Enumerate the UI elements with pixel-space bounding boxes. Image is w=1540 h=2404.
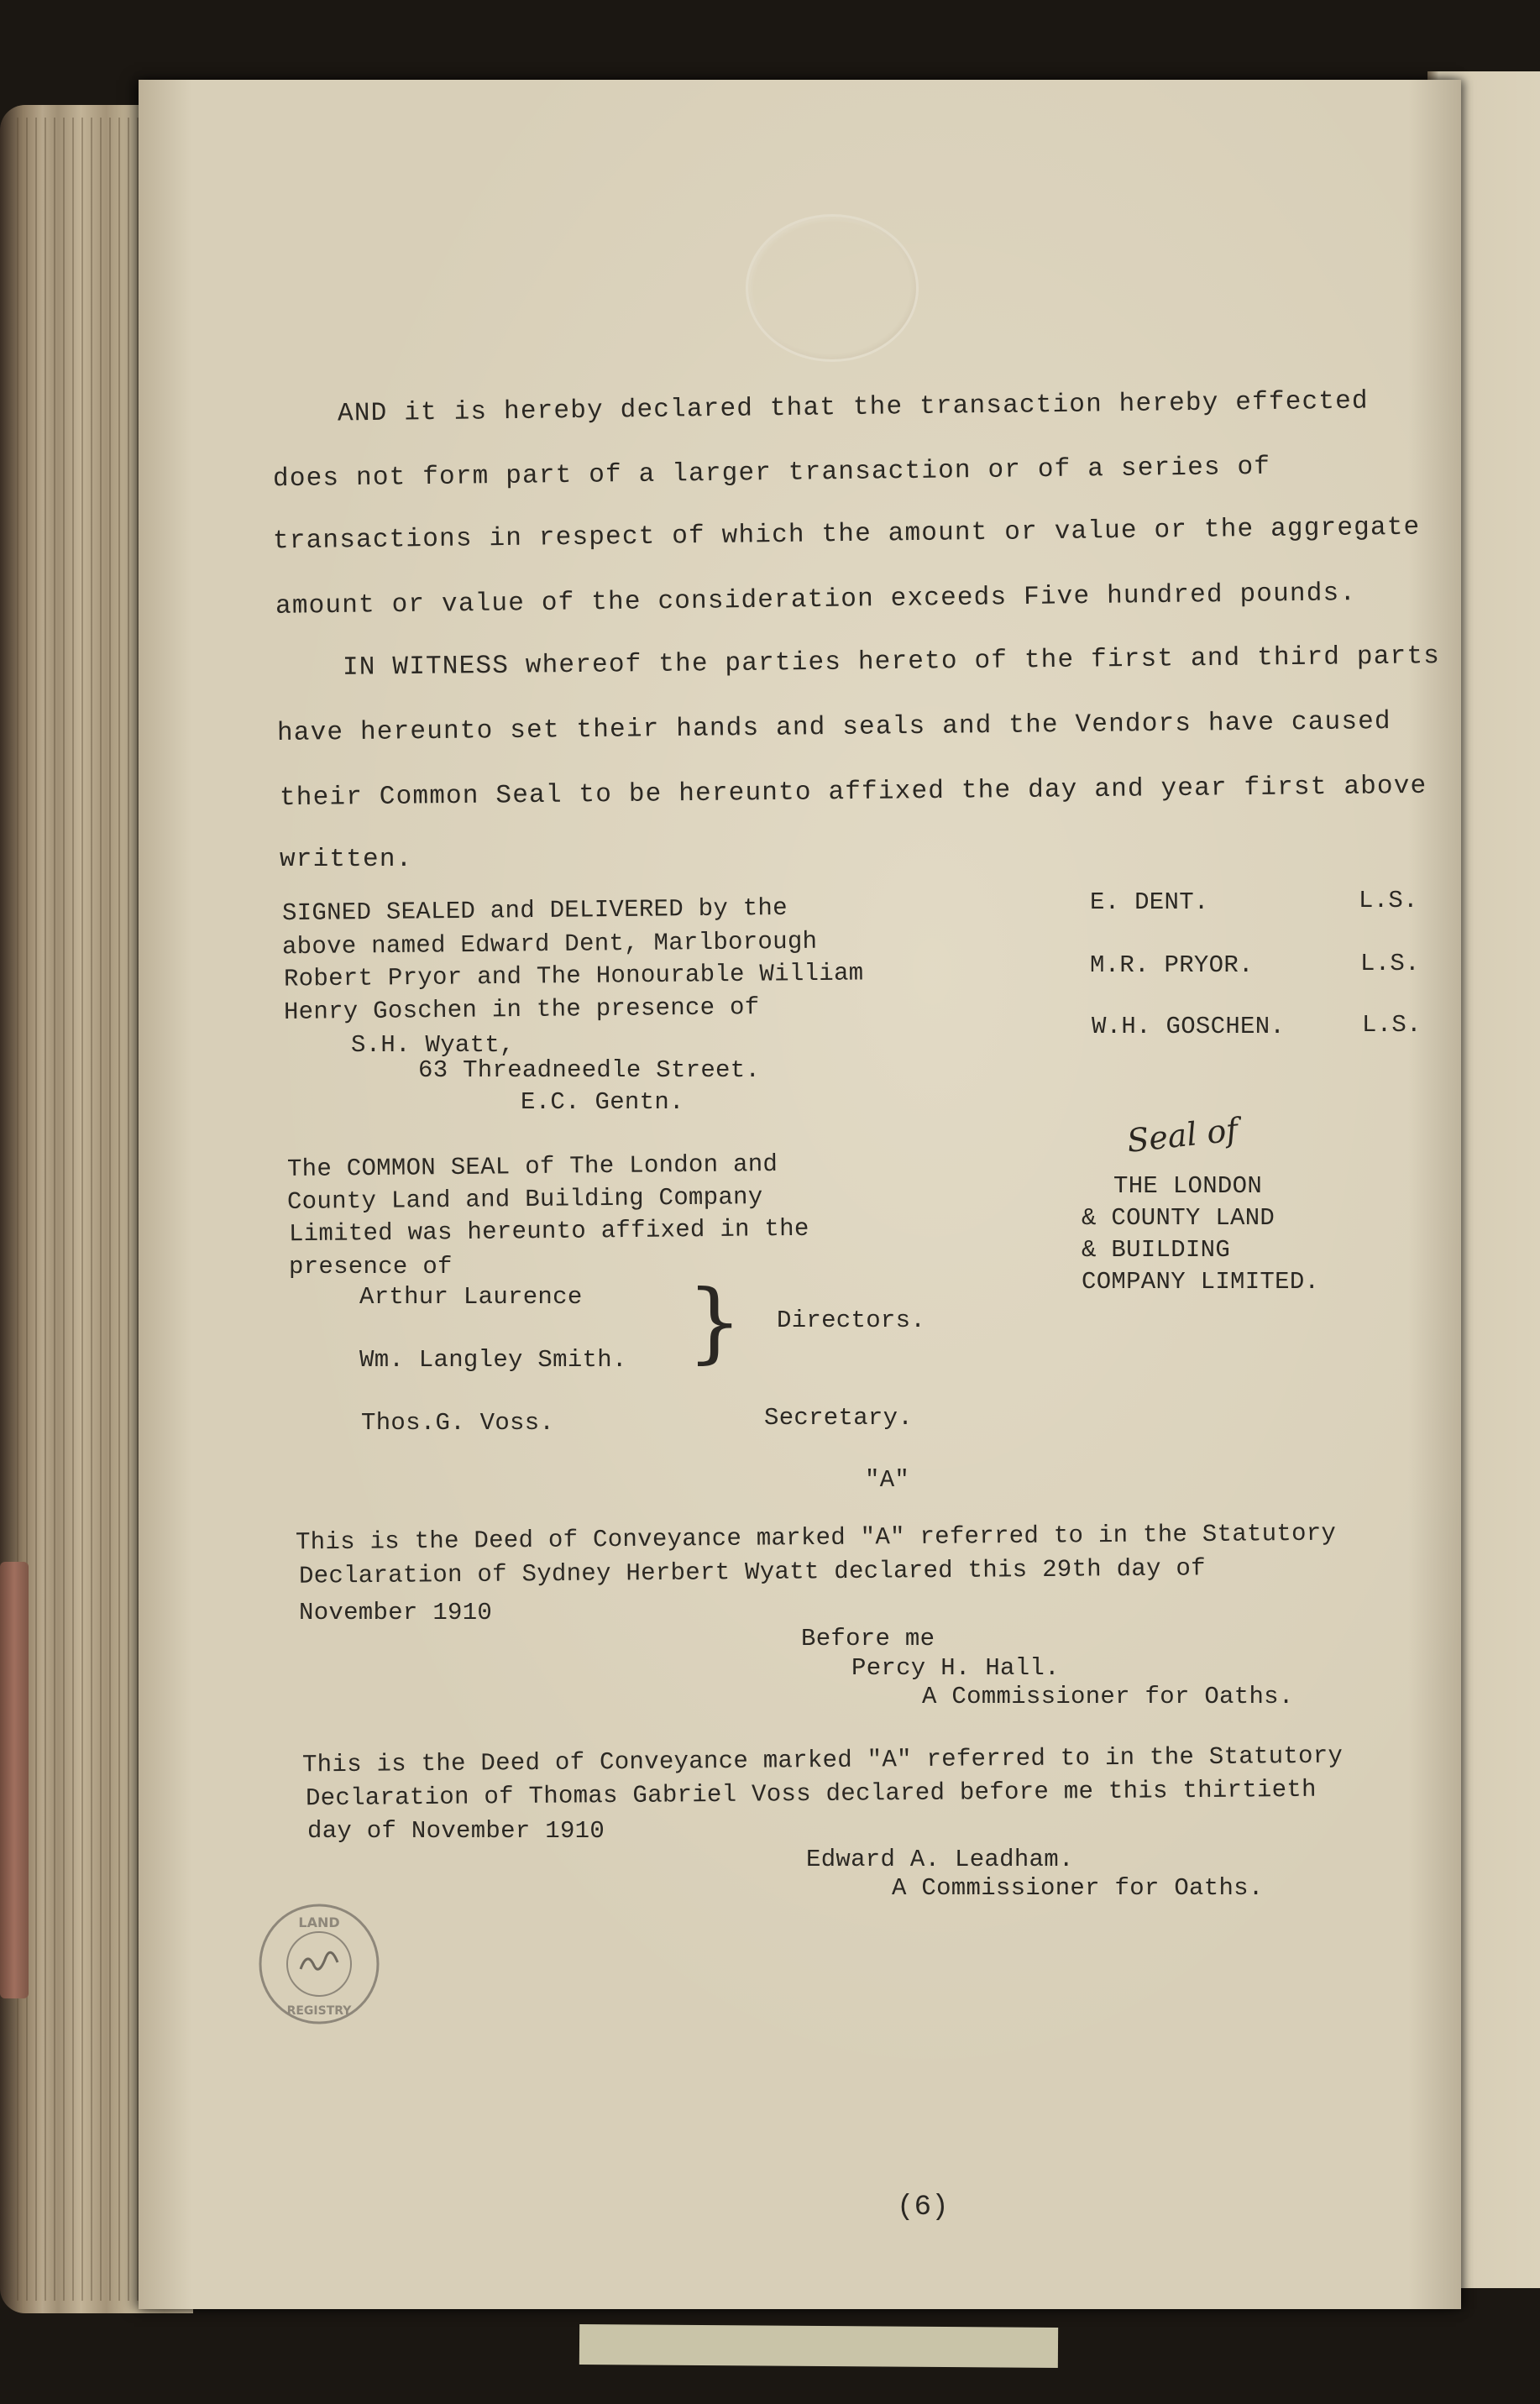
paragraph-line: IN WITNESS whereof the parties hereto of the first and third parts bbox=[342, 642, 1441, 683]
paragraph-line: have hereunto set their hands and seals and the Vendors have caused bbox=[276, 707, 1391, 748]
declaration-line: This is the Deed of Conveyance marked "A" referred to in the Statutory bbox=[301, 1741, 1344, 1779]
common-seal-line: Limited was hereunto affixed in the bbox=[288, 1214, 809, 1249]
paragraph-line: amount or value of the consideration exceeds Five hundred pounds. bbox=[275, 579, 1357, 621]
attestation-line: Robert Pryor and The Honourable William bbox=[283, 959, 864, 993]
handwritten-seal-of: Seal of bbox=[1125, 1111, 1240, 1160]
witness-line: 63 Threadneedle Street. bbox=[418, 1056, 761, 1084]
directors-label: Directors. bbox=[777, 1307, 926, 1334]
stamp-text-bottom: REGISTRY bbox=[286, 2004, 352, 2018]
secretary-label: Secretary. bbox=[764, 1404, 914, 1432]
land-registry-stamp-icon bbox=[257, 1902, 381, 2026]
director-name: Wm. Langley Smith. bbox=[359, 1346, 627, 1374]
attestation-line: SIGNED SEALED and DELIVERED by the bbox=[281, 893, 788, 928]
declaration-line: day of November 1910 bbox=[307, 1817, 605, 1845]
paragraph-line: transactions in respect of which the amount or value or the aggregate bbox=[272, 512, 1421, 557]
commissioner-title: A Commissioner for Oaths. bbox=[922, 1683, 1294, 1710]
before-me: Before me bbox=[801, 1625, 935, 1652]
common-seal-line: The COMMON SEAL of The London and bbox=[286, 1150, 778, 1184]
paragraph-line: AND it is hereby declared that the transaction hereby effected bbox=[337, 386, 1369, 429]
attestation-line: above named Edward Dent, Marlborough bbox=[281, 927, 818, 961]
signature-ls: L.S. bbox=[1360, 950, 1420, 977]
paragraph-line: does not form part of a larger transaction or of a series of bbox=[272, 452, 1271, 495]
declaration-line: Declaration of Sydney Herbert Wyatt declared this 29th day of bbox=[298, 1554, 1206, 1590]
signature-name: W.H. GOSCHEN. bbox=[1092, 1013, 1286, 1040]
embossed-crest-icon bbox=[746, 214, 919, 362]
exhibit-mark: "A" bbox=[865, 1466, 910, 1494]
paper-slip bbox=[579, 2324, 1058, 2368]
stamp-text-top: LAND bbox=[298, 1914, 340, 1930]
page-number: (6) bbox=[897, 2192, 949, 2223]
common-seal-line: presence of bbox=[289, 1253, 453, 1281]
paragraph-line: written. bbox=[280, 845, 413, 874]
attestation-line: Henry Goschen in the presence of bbox=[283, 993, 760, 1026]
seal-line: & COUNTY LAND bbox=[1082, 1204, 1275, 1232]
brace-icon: } bbox=[687, 1270, 743, 1373]
common-seal-line: County Land and Building Company bbox=[286, 1183, 763, 1216]
paragraph-line: their Common Seal to be hereunto affixed the day and year first above bbox=[279, 771, 1427, 814]
secretary-name: Thos.G. Voss. bbox=[361, 1409, 555, 1437]
seal-line: THE LONDON bbox=[1113, 1172, 1263, 1200]
seal-line: COMPANY LIMITED. bbox=[1082, 1268, 1320, 1296]
signature-ls: L.S. bbox=[1359, 887, 1418, 914]
witness-line: S.H. Wyatt, bbox=[351, 1031, 515, 1059]
bookmark-tab bbox=[0, 1562, 29, 1998]
commissioner-signer: Percy H. Hall. bbox=[851, 1654, 1060, 1682]
declaration-line: Declaration of Thomas Gabriel Voss declared before me this thirtieth bbox=[305, 1775, 1317, 1813]
witness-line: E.C. Gentn. bbox=[521, 1088, 684, 1116]
commissioner-title: A Commissioner for Oaths. bbox=[892, 1874, 1264, 1902]
commissioner-signer: Edward A. Leadham. bbox=[806, 1846, 1074, 1873]
director-name: Arthur Laurence bbox=[359, 1283, 583, 1311]
signature-name: E. DENT. bbox=[1090, 888, 1209, 916]
signature-name: M.R. PRYOR. bbox=[1090, 951, 1254, 979]
declaration-line: November 1910 bbox=[299, 1599, 493, 1626]
declaration-line: This is the Deed of Conveyance marked "A" referred to in the Statutory bbox=[295, 1519, 1337, 1557]
signature-ls: L.S. bbox=[1362, 1011, 1422, 1039]
seal-line: & BUILDING bbox=[1082, 1236, 1231, 1264]
